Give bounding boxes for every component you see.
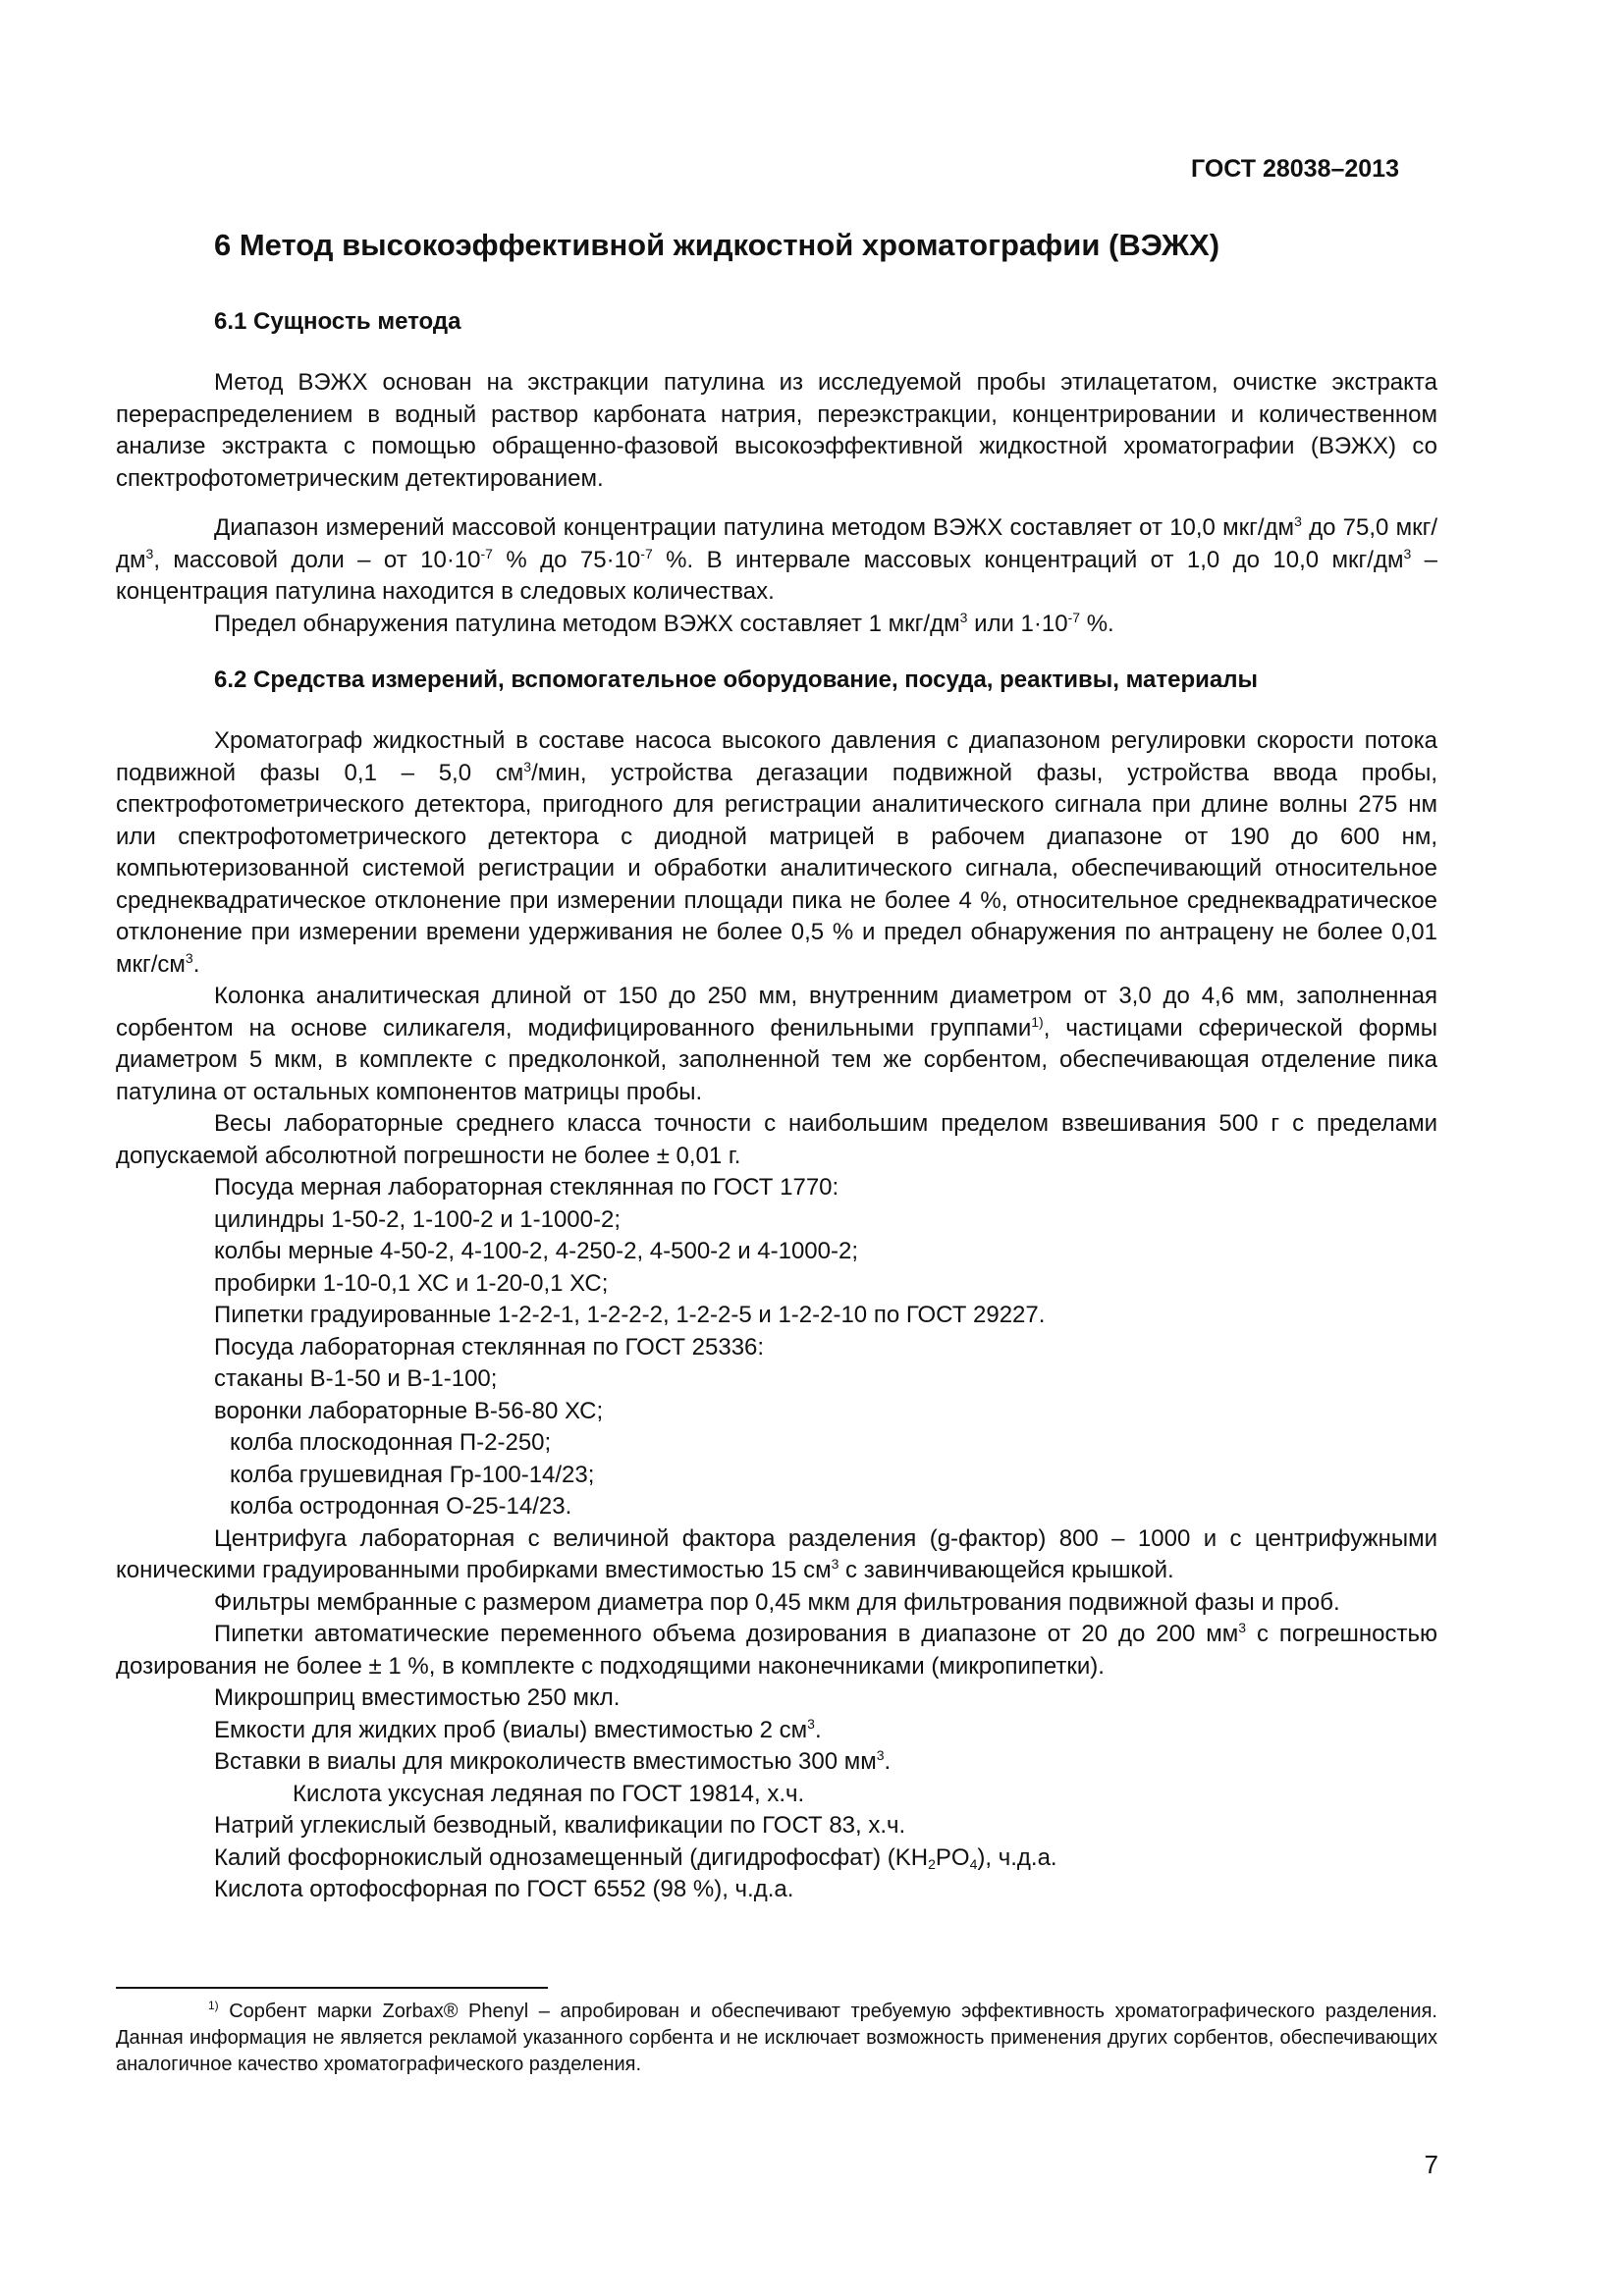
paragraph-column: Колонка аналитическая длиной от 150 до 250 мм, внутренним диаметром от 3,0 до 4,6 мм, заполненная сорбентом на основе силикагеля, модифицированного фенильными группами$^{1)}$, частицами сферической формы диаметром 5 мкм, в комплекте с предколонкой, заполненной тем же сорбентом, обеспечивающая отделение пика патулина от остальных компонентов матрицы пробы.	[116, 983, 1437, 1105]
list-item: цилиндры 1-50-2, 1-100-2 и 1-1000-2;	[214, 1205, 621, 1233]
list-item: колба плоскодонная П-2-250;	[230, 1429, 552, 1456]
list-item: колба грушевидная Гр-100-14/23;	[230, 1461, 595, 1488]
footnote	[116, 1999, 1437, 2078]
list-item: Калий фосфорнокислый однозамещенный (дигидрофосфат) $(KH_2PO_4)$, ч.д.а.	[214, 1843, 1057, 1872]
list-item: колба остродонная О-25-14/23.	[230, 1493, 572, 1520]
section-title: 6 Метод высокоэффективной жидкостной хроматографии (ВЭЖХ)	[214, 228, 1220, 262]
list-item: Емкости для жидких проб (виалы) вместимостью 2 $см^3$.	[214, 1715, 822, 1743]
paragraph-detection-limit: Предел обнаружения патулина методом ВЭЖХ составляет 1 мкг/$дм^3$ или $1\cdot 10^{-7}$ %.	[214, 609, 1114, 637]
paragraph-chromatograph: Хроматограф жидкостный в составе насоса высокого давления с диапазоном регулировки скорости потока подвижной фазы 0,1 – 5,0 $см^3$/мин, устройства дегазации подвижной фазы, устройства ввода пробы, спектрофотометрического детектора, пригодного для регистрации аналитического сигнала при длине волны 275 нм или спектрофотометрического детектора с диодной матрицей в рабочем диапазоне от 190 до 600 нм, компьютеризованной системой регистрации и обработки аналитического сигнала, обеспечивающий относительное среднеквадратическое отклонение при измерении площади пика не более 4 %, относительное среднеквадратическое отклонение при измерении времени удерживания не более 0,5 % и предел обнаружения по антрацену не более 0,01 мкг/$см^3$.	[116, 727, 1437, 978]
list-item: пробирки 1-10-0,1 ХС и 1-20-0,1 ХС;	[214, 1269, 609, 1297]
page-number: 7	[1424, 2150, 1438, 2179]
list-item: стаканы В-1-50 и В-1-100;	[214, 1365, 498, 1392]
list-item: Кислота ортофосфорная по ГОСТ 6552 (98 %), ч.д.а.	[214, 1876, 794, 1902]
list-item: Посуда лабораторная стеклянная по ГОСТ 25336:	[214, 1333, 765, 1361]
list-item: Вставки в виалы для микроколичеств вместимостью 300 $мм^3$.	[214, 1747, 892, 1775]
list-item: воронки лабораторные В-56-80 ХС;	[214, 1397, 604, 1424]
list-item: Пипетки градуированные 1-2-2-1, 1-2-2-2, 1-2-2-5 и 1-2-2-10 по ГОСТ 29227.	[214, 1302, 1046, 1328]
paragraph-pipettes: Пипетки автоматические переменного объема дозирования в диапазоне от 20 до 200 $мм^3$ с погрешностью дозирования не более ± 1 %, в комплекте с подходящими наконечниками (микропипетки).	[116, 1620, 1437, 1680]
footnote-divider	[116, 1987, 548, 1989]
list-item: Кислота уксусная ледяная по ГОСТ 19814, х.ч.	[293, 1780, 805, 1807]
document-code: ГОСТ 28038–2013	[1191, 155, 1399, 183]
footnote-text: Сорбент марки Zorbax® Phenyl – апробирован и обеспечивают требуемую эффективность хроматографического разделения. Данная информация не является рекламой указанного сорбента и не исключает возможность применения других сорбентов, обеспечивающих аналогичное качество хроматографического разделения.	[116, 2001, 1437, 2075]
list-item: колбы мерные 4-50-2, 4-100-2, 4-250-2, 4-500-2 и 4-1000-2;	[214, 1238, 859, 1264]
footnote-mark: 1)	[208, 1999, 219, 2012]
subsection-title-6-2: 6.2 Средства измерений, вспомогательное оборудование, посуда, реактивы, материалы	[214, 667, 1258, 693]
paragraph-filters: Фильтры мембранные с размером диаметра пор 0,45 мкм для фильтрования подвижной фазы и проб.	[214, 1588, 1340, 1616]
paragraph-centrifuge: Центрифуга лабораторная с величиной фактора разделения (g-фактор) 800 – 1000 и с центрифужными коническими градуированными пробирками вместимостью 15 $см^3$ с завинчивающейся крышкой.	[116, 1524, 1437, 1583]
paragraph-scales: Весы лабораторные среднего класса точности с наибольшим пределом взвешивания 500 г с пределами допускаемой абсолютной погрешности не более ± 0,01 г.	[116, 1110, 1437, 1169]
paragraph-measurement-range: Диапазон измерений массовой концентрации патулина методом ВЭЖХ составляет от 10,0 мкг/$дм^3$ до 75,0 мкг/$дм^3$, массовой доли – от $10\cdot 10^{-7}$ % до $75\cdot 10^{-7}$ %. В интервале массовых концентраций от 1,0 до 10,0 мкг/$дм^3$ – концентрация патулина находится в следовых количествах.	[116, 513, 1438, 605]
paragraph-method-essence: Метод ВЭЖХ основан на экстракции патулина из исследуемой пробы этилацетатом, очистке экстракта перераспределением в водный раствор карбоната натрия, переэкстракции, концентрировании и количественном анализе экстракта с помощью обращенно-фазовой высокоэффективной жидкостной хроматографии (ВЭЖХ) со спектрофотометрическим детектированием.	[116, 369, 1437, 492]
list-item: Натрий углекислый безводный, квалификации по ГОСТ 83, х.ч.	[214, 1812, 906, 1839]
subsection-title-6-1: 6.1 Сущность метода	[214, 308, 461, 335]
page-content	[116, 228, 1437, 1906]
list-item: Посуда мерная лабораторная стеклянная по ГОСТ 1770:	[214, 1174, 839, 1201]
list-item: Микрошприц вместимостью 250 мкл.	[214, 1684, 621, 1711]
